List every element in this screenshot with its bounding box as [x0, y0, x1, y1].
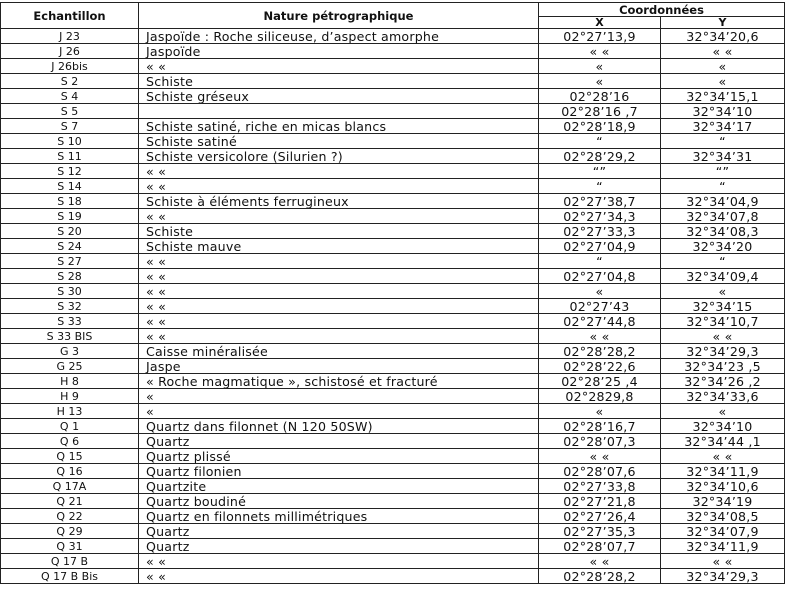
x-coordinate-cell: «	[539, 284, 661, 299]
table-row	[1, 89, 785, 104]
table-row	[1, 464, 785, 479]
x-coordinate-cell: 02°28’07,3	[539, 434, 661, 449]
sample-cell: G 3	[1, 344, 139, 359]
y-coordinate-cell: 32°34’20	[661, 239, 785, 254]
y-coordinate-cell: “”	[661, 164, 785, 179]
sample-cell: S 30	[1, 284, 139, 299]
table-row	[1, 269, 785, 284]
x-coordinate-cell: 02°28’28,2	[539, 569, 661, 584]
y-coordinate-cell: 32°34’07,8	[661, 209, 785, 224]
x-coordinate-cell: 02°28’16	[539, 89, 661, 104]
y-coordinate-cell: 32°34’23 ,5	[661, 359, 785, 374]
sample-cell: Q 17 B Bis	[1, 569, 139, 584]
sample-cell: Q 6	[1, 434, 139, 449]
sample-cell: H 9	[1, 389, 139, 404]
nature-cell: Quartz boudiné	[139, 494, 539, 509]
nature-cell: «	[139, 389, 539, 404]
nature-cell: Quartz en filonnets millimétriques	[139, 509, 539, 524]
y-coordinate-cell: «	[661, 404, 785, 419]
sample-cell: S 11	[1, 149, 139, 164]
table-row	[1, 164, 785, 179]
nature-cell	[139, 104, 539, 119]
x-coordinate-cell: 02°28’18,9	[539, 119, 661, 134]
sample-cell: J 26	[1, 44, 139, 59]
sample-cell: S 33 BIS	[1, 329, 139, 344]
x-coordinate-cell: 02°28’25 ,4	[539, 374, 661, 389]
table-body	[1, 29, 785, 584]
y-coordinate-cell: 32°34’11,9	[661, 464, 785, 479]
sample-cell: S 18	[1, 194, 139, 209]
x-coordinate-cell: 02°27’33,8	[539, 479, 661, 494]
y-coordinate-cell: 32°34’15	[661, 299, 785, 314]
sample-cell: Q 29	[1, 524, 139, 539]
header-x: X	[539, 17, 661, 29]
y-coordinate-cell: « «	[661, 329, 785, 344]
y-coordinate-cell: “	[661, 134, 785, 149]
table-row	[1, 119, 785, 134]
x-coordinate-cell: 02°28’16 ,7	[539, 104, 661, 119]
nature-cell: Schiste satiné, riche en micas blancs	[139, 119, 539, 134]
nature-cell: « «	[139, 554, 539, 569]
table-row	[1, 224, 785, 239]
sample-cell: Q 16	[1, 464, 139, 479]
x-coordinate-cell: 02°27’13,9	[539, 29, 661, 44]
sample-cell: S 2	[1, 74, 139, 89]
x-coordinate-cell: “	[539, 179, 661, 194]
header-sample: Echantillon	[1, 3, 139, 29]
table-row	[1, 314, 785, 329]
sample-cell: Q 22	[1, 509, 139, 524]
nature-cell: « «	[139, 314, 539, 329]
table-row	[1, 569, 785, 584]
nature-cell: « «	[139, 299, 539, 314]
y-coordinate-cell: 32°34’29,3	[661, 344, 785, 359]
nature-cell: Schiste satiné	[139, 134, 539, 149]
x-coordinate-cell: «	[539, 404, 661, 419]
y-coordinate-cell: 32°34’10	[661, 419, 785, 434]
table-row	[1, 194, 785, 209]
nature-cell: Caisse minéralisée	[139, 344, 539, 359]
y-coordinate-cell: 32°34’08,5	[661, 509, 785, 524]
table-row	[1, 524, 785, 539]
sample-cell: J 23	[1, 29, 139, 44]
table-row	[1, 149, 785, 164]
table-row	[1, 209, 785, 224]
x-coordinate-cell: 02°27’35,3	[539, 524, 661, 539]
y-coordinate-cell: 32°34’17	[661, 119, 785, 134]
x-coordinate-cell: 02°28’07,6	[539, 464, 661, 479]
sample-cell: S 33	[1, 314, 139, 329]
sample-cell: S 7	[1, 119, 139, 134]
sample-cell: Q 17A	[1, 479, 139, 494]
sample-cell: S 14	[1, 179, 139, 194]
table-row	[1, 494, 785, 509]
table-row	[1, 299, 785, 314]
table-row	[1, 239, 785, 254]
y-coordinate-cell: 32°34’11,9	[661, 539, 785, 554]
table-row	[1, 359, 785, 374]
x-coordinate-cell: 02°27’44,8	[539, 314, 661, 329]
y-coordinate-cell: « «	[661, 449, 785, 464]
header-coordinates: Coordonnées	[539, 3, 785, 17]
nature-cell: Schiste gréseux	[139, 89, 539, 104]
nature-cell: Quartz	[139, 434, 539, 449]
sample-cell: S 4	[1, 89, 139, 104]
nature-cell: Quartz filonien	[139, 464, 539, 479]
x-coordinate-cell: « «	[539, 329, 661, 344]
nature-cell: « «	[139, 254, 539, 269]
table-row	[1, 59, 785, 74]
sample-cell: S 24	[1, 239, 139, 254]
nature-cell: Jaspoïde : Roche siliceuse, d’aspect amorphe	[139, 29, 539, 44]
sample-cell: H 8	[1, 374, 139, 389]
y-coordinate-cell: 32°34’10,7	[661, 314, 785, 329]
y-coordinate-cell: 32°34’10,6	[661, 479, 785, 494]
table-row	[1, 554, 785, 569]
nature-cell: « «	[139, 179, 539, 194]
x-coordinate-cell: 02°27’04,8	[539, 269, 661, 284]
table-row	[1, 389, 785, 404]
nature-cell: « «	[139, 59, 539, 74]
y-coordinate-cell: «	[661, 59, 785, 74]
y-coordinate-cell: “	[661, 254, 785, 269]
x-coordinate-cell: 02°28’07,7	[539, 539, 661, 554]
table-row	[1, 479, 785, 494]
table-row	[1, 74, 785, 89]
nature-cell: Schiste	[139, 224, 539, 239]
x-coordinate-cell: “”	[539, 164, 661, 179]
nature-cell: Schiste	[139, 74, 539, 89]
y-coordinate-cell: 32°34’44 ,1	[661, 434, 785, 449]
y-coordinate-cell: 32°34’31	[661, 149, 785, 164]
y-coordinate-cell: 32°34’07,9	[661, 524, 785, 539]
nature-cell: Schiste à éléments ferrugineux	[139, 194, 539, 209]
table-row	[1, 509, 785, 524]
nature-cell: « «	[139, 284, 539, 299]
table-row	[1, 434, 785, 449]
samples-table	[0, 2, 785, 584]
x-coordinate-cell: “	[539, 254, 661, 269]
x-coordinate-cell: « «	[539, 554, 661, 569]
sample-cell: S 28	[1, 269, 139, 284]
y-coordinate-cell: “	[661, 179, 785, 194]
sample-cell: Q 31	[1, 539, 139, 554]
x-coordinate-cell: 02°27’34,3	[539, 209, 661, 224]
sample-cell: Q 15	[1, 449, 139, 464]
x-coordinate-cell: 02°27’04,9	[539, 239, 661, 254]
sample-cell: S 27	[1, 254, 139, 269]
y-coordinate-cell: 32°34’26 ,2	[661, 374, 785, 389]
table-row	[1, 179, 785, 194]
y-coordinate-cell: 32°34’09,4	[661, 269, 785, 284]
table-row	[1, 104, 785, 119]
nature-cell: « «	[139, 329, 539, 344]
table-header	[1, 3, 785, 29]
nature-cell: « «	[139, 164, 539, 179]
sample-cell: G 25	[1, 359, 139, 374]
table-row	[1, 449, 785, 464]
table-row	[1, 404, 785, 419]
y-coordinate-cell: « «	[661, 44, 785, 59]
sample-cell: J 26bis	[1, 59, 139, 74]
x-coordinate-cell: 02°28’29,2	[539, 149, 661, 164]
x-coordinate-cell: 02°28’22,6	[539, 359, 661, 374]
nature-cell: « «	[139, 269, 539, 284]
y-coordinate-cell: 32°34’19	[661, 494, 785, 509]
table-row	[1, 134, 785, 149]
y-coordinate-cell: 32°34’10	[661, 104, 785, 119]
header-y: Y	[661, 17, 785, 29]
table-row	[1, 374, 785, 389]
nature-cell: «	[139, 404, 539, 419]
sample-cell: S 20	[1, 224, 139, 239]
sample-cell: S 12	[1, 164, 139, 179]
nature-cell: Jaspe	[139, 359, 539, 374]
sample-cell: S 32	[1, 299, 139, 314]
nature-cell: Schiste versicolore (Silurien ?)	[139, 149, 539, 164]
y-coordinate-cell: 32°34’15,1	[661, 89, 785, 104]
nature-cell: « «	[139, 209, 539, 224]
x-coordinate-cell: «	[539, 74, 661, 89]
y-coordinate-cell: «	[661, 74, 785, 89]
table-row	[1, 284, 785, 299]
sample-cell: Q 17 B	[1, 554, 139, 569]
table-row	[1, 44, 785, 59]
table-row	[1, 344, 785, 359]
x-coordinate-cell: 02°27’33,3	[539, 224, 661, 239]
nature-cell: Quartzite	[139, 479, 539, 494]
table-row	[1, 254, 785, 269]
y-coordinate-cell: 32°34’33,6	[661, 389, 785, 404]
nature-cell: Schiste mauve	[139, 239, 539, 254]
y-coordinate-cell: «	[661, 284, 785, 299]
nature-cell: Quartz	[139, 524, 539, 539]
sample-cell: Q 21	[1, 494, 139, 509]
table-row	[1, 419, 785, 434]
nature-cell: « «	[139, 569, 539, 584]
x-coordinate-cell: 02°2829,8	[539, 389, 661, 404]
y-coordinate-cell: 32°34’20,6	[661, 29, 785, 44]
x-coordinate-cell: “	[539, 134, 661, 149]
x-coordinate-cell: 02°27’21,8	[539, 494, 661, 509]
nature-cell: « Roche magmatique », schistosé et fracturé	[139, 374, 539, 389]
x-coordinate-cell: « «	[539, 449, 661, 464]
x-coordinate-cell: 02°27’43	[539, 299, 661, 314]
x-coordinate-cell: 02°28’28,2	[539, 344, 661, 359]
x-coordinate-cell: 02°28’16,7	[539, 419, 661, 434]
y-coordinate-cell: « «	[661, 554, 785, 569]
sample-cell: Q 1	[1, 419, 139, 434]
nature-cell: Quartz dans filonnet (N 120 50SW)	[139, 419, 539, 434]
table-row	[1, 539, 785, 554]
y-coordinate-cell: 32°34’29,3	[661, 569, 785, 584]
table-row	[1, 329, 785, 344]
x-coordinate-cell: 02°27’38,7	[539, 194, 661, 209]
sample-cell: S 5	[1, 104, 139, 119]
sample-cell: S 10	[1, 134, 139, 149]
x-coordinate-cell: 02°27’26,4	[539, 509, 661, 524]
nature-cell: Quartz	[139, 539, 539, 554]
x-coordinate-cell: «	[539, 59, 661, 74]
y-coordinate-cell: 32°34’04,9	[661, 194, 785, 209]
x-coordinate-cell: « «	[539, 44, 661, 59]
nature-cell: Jaspoïde	[139, 44, 539, 59]
nature-cell: Quartz plissé	[139, 449, 539, 464]
header-nature: Nature pétrographique	[139, 3, 539, 29]
y-coordinate-cell: 32°34’08,3	[661, 224, 785, 239]
table-row	[1, 29, 785, 44]
sample-cell: S 19	[1, 209, 139, 224]
sample-cell: H 13	[1, 404, 139, 419]
